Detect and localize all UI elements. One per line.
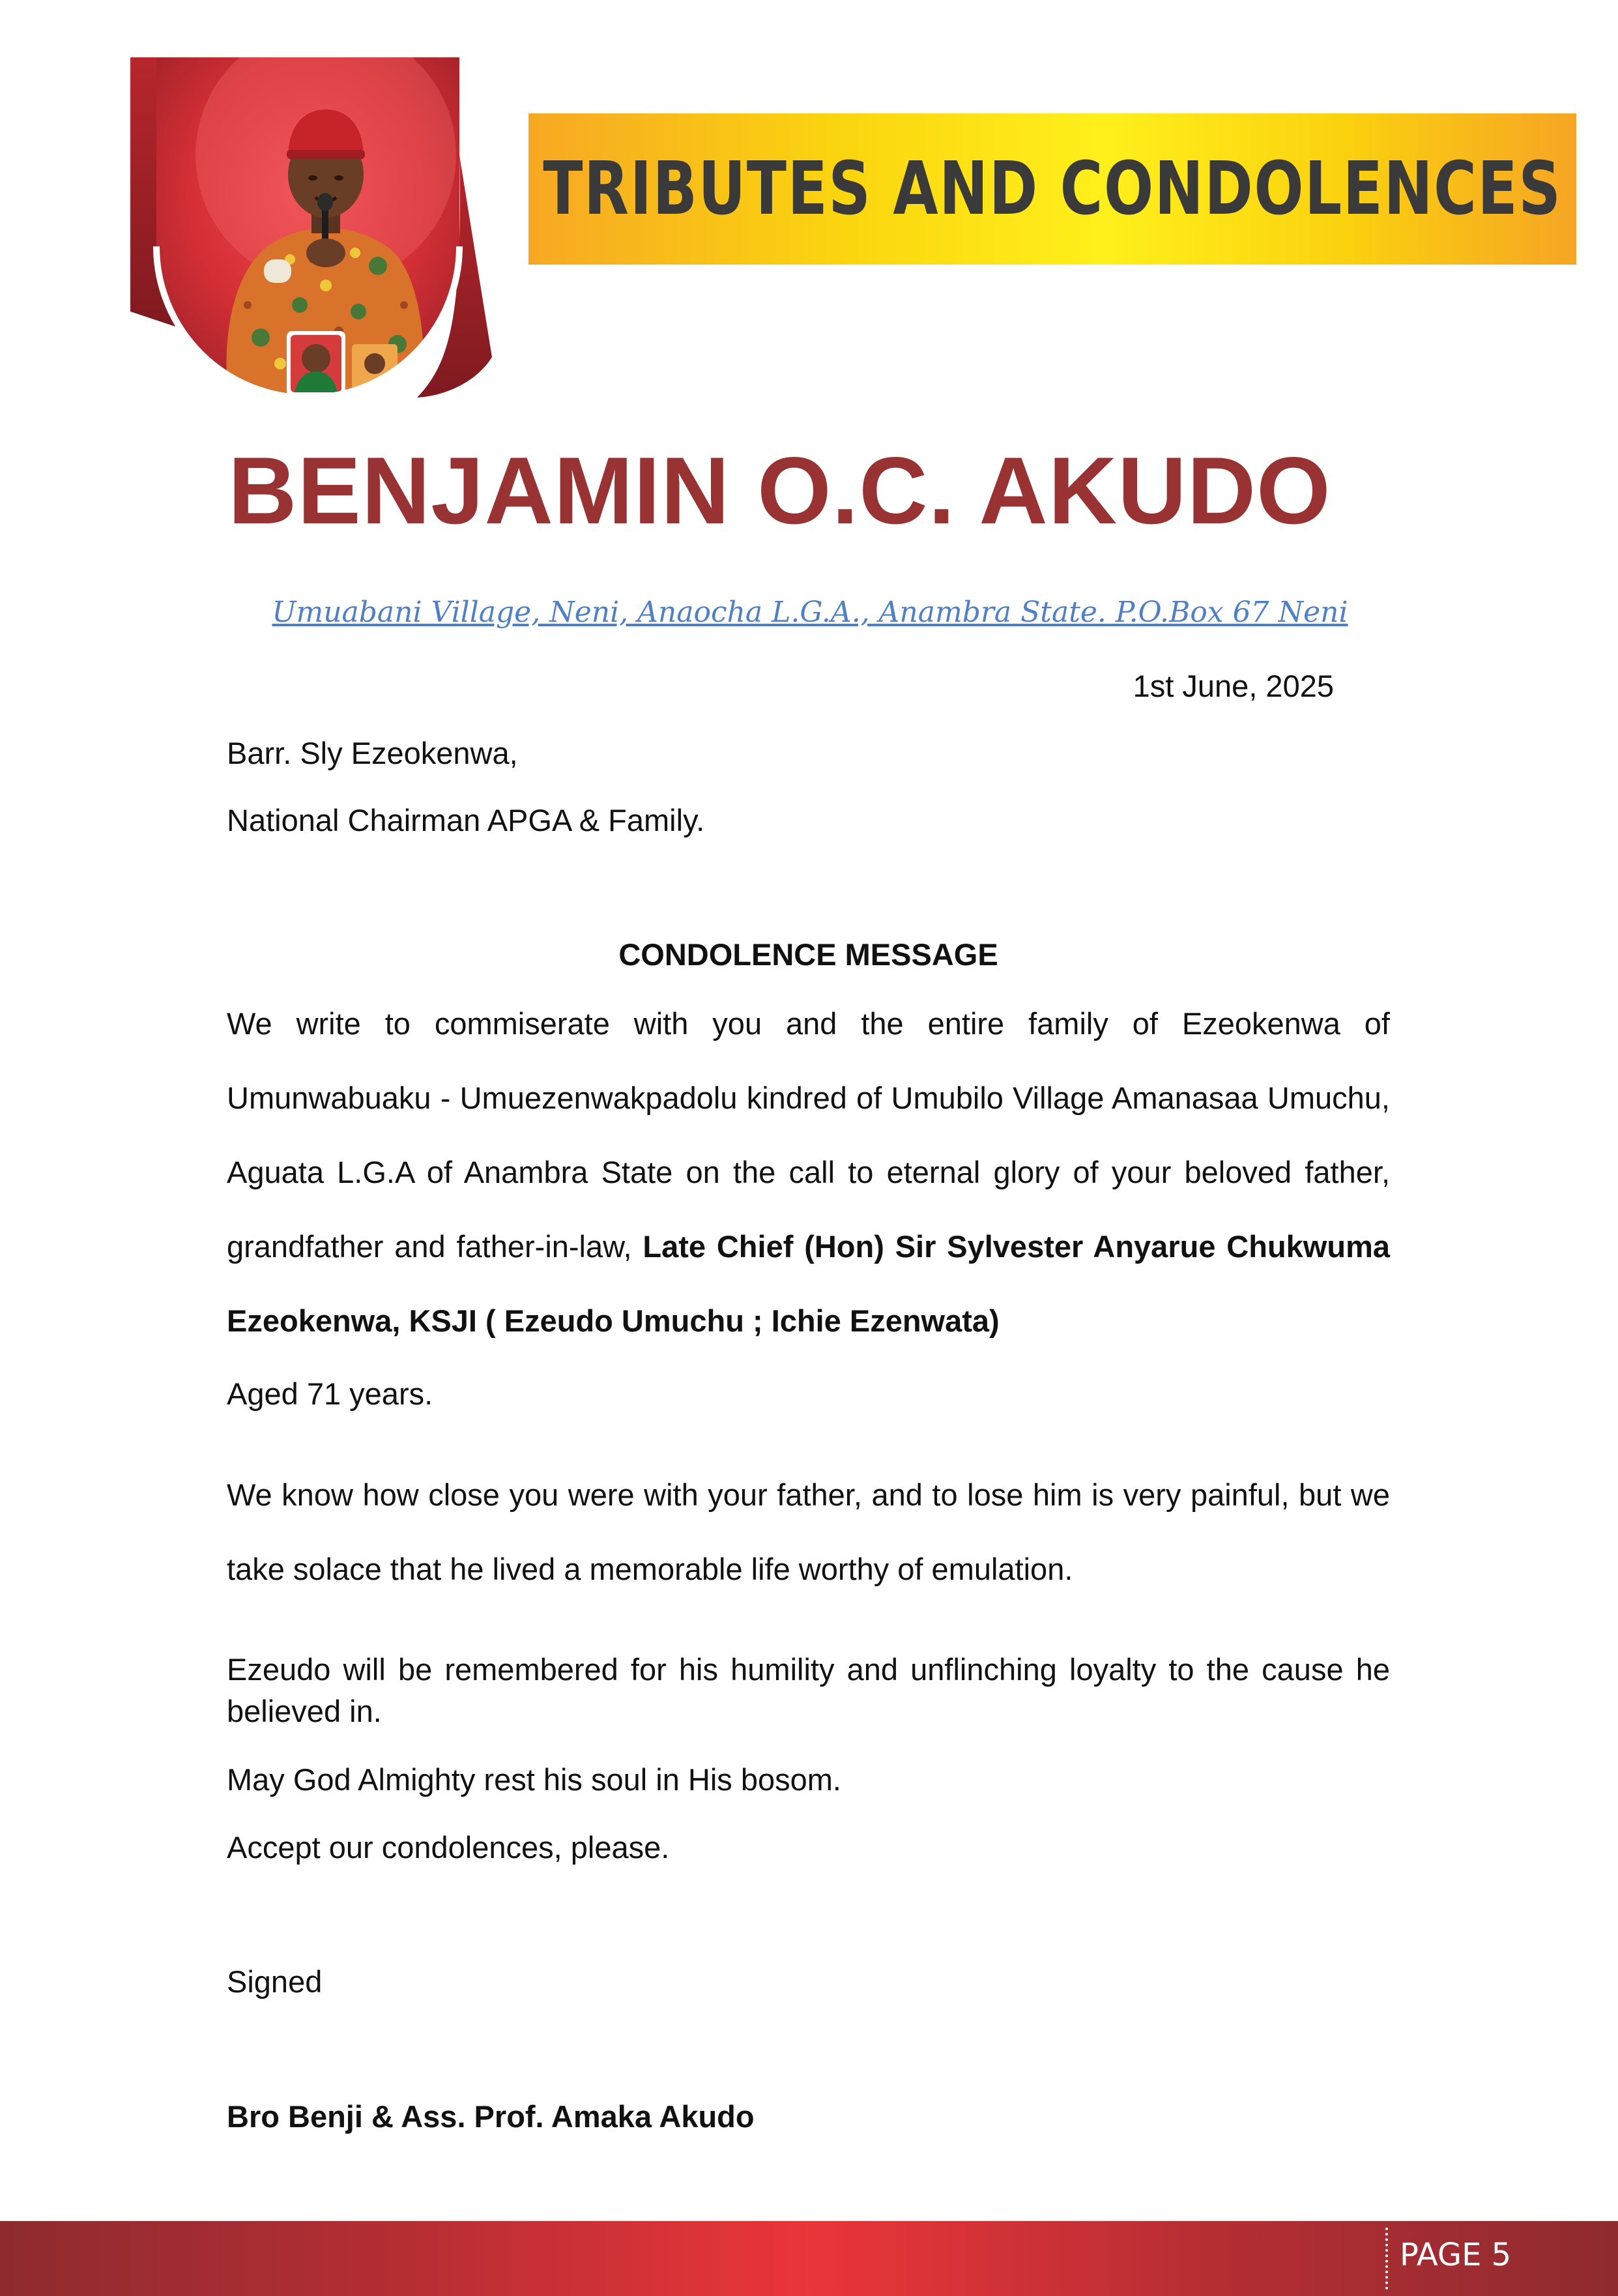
deceased-name: Late Chief (Hon) Sir Sylvester Anyarue Chukwuma Ezeokenwa, KSJI ( Ezeudo Umuchu ; Ichie Ezenwata) — [227, 1229, 1390, 1338]
signed-label: Signed — [227, 1964, 323, 1999]
paragraph-4: May God Almighty rest his soul in His bosom. — [227, 1762, 841, 1797]
portrait-image — [130, 57, 495, 403]
recipient-line-1: Barr. Sly Ezeokenwa, — [227, 736, 518, 770]
signatories: Bro Benji & Ass. Prof. Amaka Akudo — [227, 2099, 755, 2134]
banner-title: TRIBUTES AND CONDOLENCES — [543, 147, 1562, 231]
recipient-line-2: National Chairman APGA & Family. — [227, 803, 705, 837]
sender-address: Umuabani Village, Neni, Anaocha L.G.A., Anambra State. P.O.Box 67 Neni — [272, 596, 1348, 629]
sender-name: BENJAMIN O.C. AKUDO — [228, 437, 1331, 544]
paragraph-3: Ezeudo will be remembered for his humility and unflinching loyalty to the cause he believed in. — [227, 1652, 1390, 1728]
portrait-badge — [130, 57, 495, 403]
paragraph-5: Accept our condolences, please. — [227, 1830, 670, 1865]
page-divider — [1385, 2228, 1388, 2289]
header-banner — [528, 113, 1576, 265]
paragraph-1 — [227, 987, 1390, 1358]
page-number: PAGE 5 — [1400, 2237, 1512, 2273]
paragraph-1-age: Aged 71 years. — [227, 1376, 433, 1411]
paragraph-1-text: We write to commiserate with you and the entire family of Ezeokenwa of Umunwabuaku - Umuezenwakpadolu kindred of Umubilo Village Amanasaa Umuchu, Aguata L.G.A of Anambra State on the call to eternal glory of your beloved father, grandfather and father-in-law, — [227, 1006, 1390, 1264]
footer-bar — [0, 2221, 1618, 2296]
paragraph-2: We know how close you were with your father, and to lose him is very painful, but we take solace that he lived a memorable life worthy of emulation. — [227, 1477, 1390, 1586]
letter-subject: CONDOLENCE MESSAGE — [618, 937, 998, 972]
letter-date: 1st June, 2025 — [1133, 669, 1334, 703]
